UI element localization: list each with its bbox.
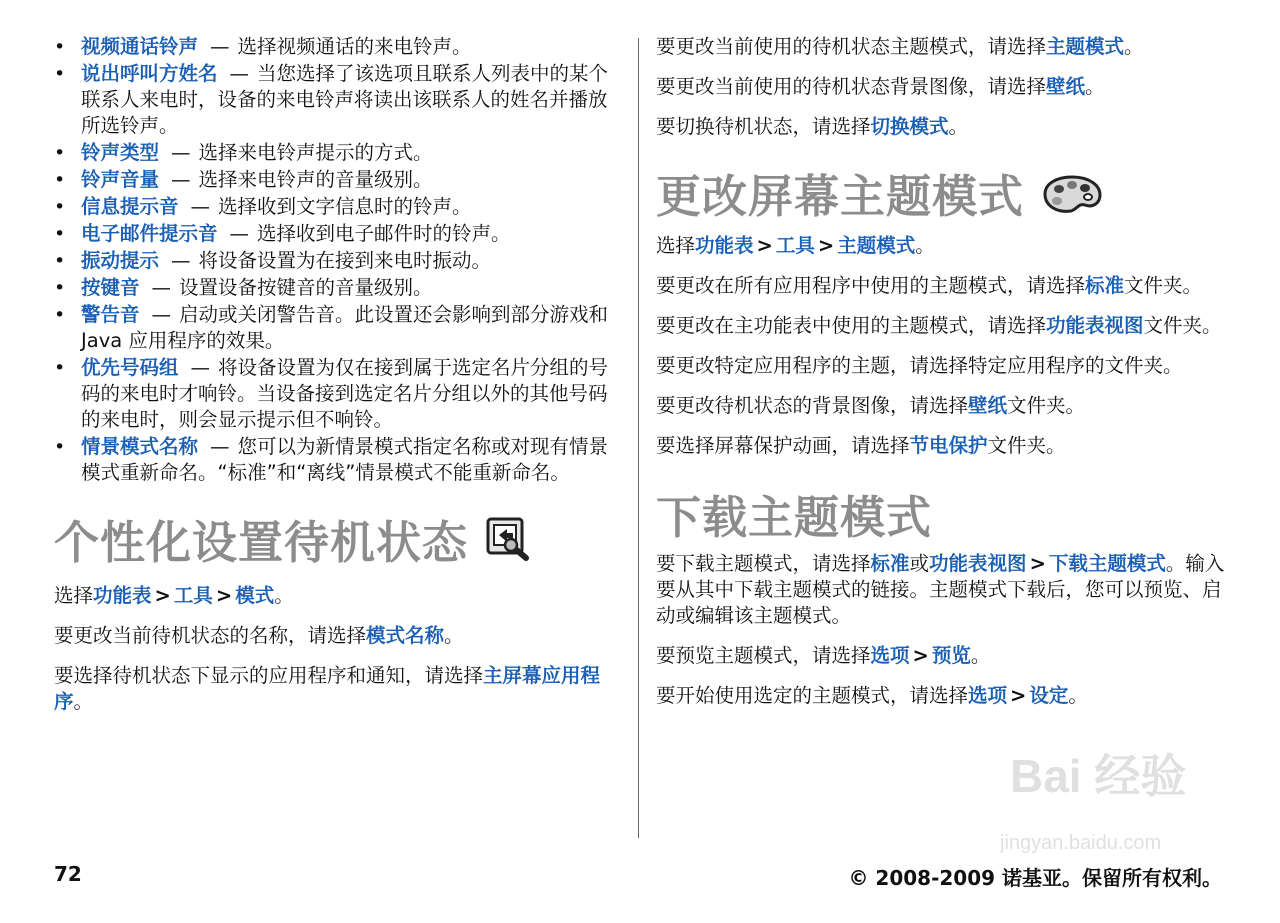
option-separator: — — [190, 195, 211, 218]
left-column — [54, 34, 624, 715]
page-number: 72 — [54, 862, 82, 886]
menu-view-link[interactable]: 功能表视图 — [1046, 314, 1144, 337]
power-saver-link[interactable]: 节电保护 — [909, 434, 988, 457]
personalize-section — [54, 514, 624, 715]
theme-link[interactable]: 主题模式 — [1046, 35, 1125, 58]
standby-settings-icon — [485, 516, 531, 576]
personalize-para-1: 要更改当前待机状态的名称，请选择模式名称。 — [54, 624, 464, 647]
option-term[interactable]: 按键音 — [81, 276, 140, 299]
option-separator: — — [229, 62, 250, 85]
mode-name-link[interactable]: 模式名称 — [366, 624, 445, 647]
mode-path-link[interactable]: 模式 — [235, 584, 275, 607]
menu-view-link[interactable]: 功能表视图 — [929, 552, 1027, 575]
themes-para-3: 要更改特定应用程序的主题，请选择特定应用程序的文件夹。 — [656, 354, 1183, 377]
option-separator: — — [171, 168, 191, 191]
options-link[interactable]: 选项 — [968, 684, 1008, 707]
option-term[interactable]: 信息提示音 — [81, 195, 179, 218]
personalize-path: 选择功能表 > 工具 > 模式。 — [54, 584, 294, 607]
option-description: 设置设备按键音的音量级别。 — [179, 276, 433, 299]
option-separator: — — [210, 35, 230, 58]
option-description: 选择来电铃声的音量级别。 — [198, 168, 433, 191]
themes-para-5: 要选择屏幕保护动画，请选择节电保护文件夹。 — [656, 434, 1066, 457]
option-separator: — — [190, 356, 211, 379]
tools-path-link[interactable]: 工具 — [173, 584, 213, 607]
baidu-watermark-logo: Bai 经验 — [1010, 750, 1187, 802]
option-term[interactable]: 电子邮件提示音 — [81, 222, 218, 245]
preview-link[interactable]: 预览 — [931, 644, 971, 667]
apply-link[interactable]: 设定 — [1029, 684, 1069, 707]
option-description: 选择视频通话的来电铃声。 — [237, 35, 472, 58]
option-description: 将设备设置为仅在接到属于选定名片分组的号码的来电时才响铃。当设备接到选定名片分组以外的其他号码的来电时，则会显示提示但不响铃。 — [81, 356, 609, 431]
themes-para-2: 要更改在主功能表中使用的主题模式，请选择功能表视图文件夹。 — [656, 314, 1222, 337]
palette-icon — [1041, 171, 1103, 229]
list-item — [54, 167, 624, 193]
ringtone-options-list — [54, 34, 624, 486]
option-description: 您可以为新情景模式指定名称或对现有情景模式重新命名。“标准”和“离线”情景模式不能重新命名。 — [81, 435, 609, 484]
standard-link[interactable]: 标准 — [1085, 274, 1125, 297]
option-separator: — — [229, 222, 250, 245]
list-item — [54, 275, 624, 301]
list-item — [54, 355, 624, 433]
option-description: 选择收到电子邮件时的铃声。 — [257, 222, 511, 245]
download-para-1: 要下载主题模式，请选择标准或功能表视图 > 下载主题模式。输入要从其中下载主题模式的链接。主题模式下载后，您可以预览、启动或编辑该主题模式。 — [656, 552, 1225, 627]
option-description: 选择来电铃声提示的方式。 — [198, 141, 433, 164]
themes-path: 选择功能表 > 工具 > 主题模式。 — [656, 234, 935, 257]
wallpaper-link[interactable]: 壁纸 — [968, 394, 1008, 417]
options-link[interactable]: 选项 — [870, 644, 910, 667]
option-description: 启动或关闭警告音。此设置还会影响到部分游戏和 Java 应用程序的效果。 — [81, 303, 609, 352]
themes-para-1: 要更改在所有应用程序中使用的主题模式，请选择标准文件夹。 — [656, 274, 1203, 297]
list-item — [54, 302, 624, 354]
list-item — [54, 194, 624, 220]
themes-para-4: 要更改待机状态的背景图像，请选择壁纸文件夹。 — [656, 394, 1086, 417]
menu-path-link[interactable]: 功能表 — [695, 234, 754, 257]
switch-mode-para: 要切换待机状态，请选择切换模式。 — [656, 115, 969, 138]
option-description: 将设备设置为在接到来电时振动。 — [198, 249, 492, 272]
switch-mode-link[interactable]: 切换模式 — [870, 115, 949, 138]
column-divider — [638, 38, 639, 838]
option-separator: — — [171, 249, 191, 272]
menu-path-link[interactable]: 功能表 — [93, 584, 152, 607]
standby-theme-para: 要更改当前使用的待机状态主题模式，请选择主题模式。 — [656, 35, 1144, 58]
download-para-3: 要开始使用选定的主题模式，请选择选项 > 设定。 — [656, 684, 1088, 707]
option-description: 选择收到文字信息时的铃声。 — [218, 195, 472, 218]
home-screen-apps-link[interactable]: 主屏幕应用程序 — [54, 664, 601, 713]
option-term[interactable]: 优先号码组 — [81, 356, 179, 379]
option-separator: — — [171, 141, 191, 164]
option-term[interactable]: 视频通话铃声 — [81, 35, 199, 58]
list-item — [54, 140, 624, 166]
copyright: © 2008-2009 诺基亚。保留所有权利。 — [848, 866, 1222, 890]
option-term[interactable]: 说出呼叫方姓名 — [81, 62, 218, 85]
baidu-watermark-url: jingyan.baidu.com — [1000, 832, 1162, 854]
list-item — [54, 221, 624, 247]
personalize-para-2: 要选择待机状态下显示的应用程序和通知，请选择主屏幕应用程序。 — [54, 664, 601, 713]
list-item — [54, 34, 624, 60]
tools-path-link[interactable]: 工具 — [775, 234, 815, 257]
option-separator: — — [210, 435, 230, 458]
option-term[interactable]: 警告音 — [81, 303, 140, 326]
list-item — [54, 248, 624, 274]
download-themes-link[interactable]: 下载主题模式 — [1048, 552, 1166, 575]
option-description: 当您选择了该选项且联系人列表中的某个联系人来电时，设备的来电铃声将读出该联系人的姓名并播放所选铃声。 — [81, 62, 609, 137]
themes-section — [656, 168, 1228, 459]
download-para-2: 要预览主题模式，请选择选项 > 预览。 — [656, 644, 991, 667]
personalize-heading: 个性化设置待机状态 — [54, 514, 624, 576]
themes-heading: 更改屏幕主题模式 — [656, 168, 1228, 229]
wallpaper-link[interactable]: 壁纸 — [1046, 75, 1086, 98]
option-separator: — — [151, 276, 172, 299]
option-term[interactable]: 铃声类型 — [81, 141, 160, 164]
standby-wallpaper-para: 要更改当前使用的待机状态背景图像，请选择壁纸。 — [656, 75, 1105, 98]
themes-path-link[interactable]: 主题模式 — [837, 234, 916, 257]
standard-link[interactable]: 标准 — [870, 552, 910, 575]
option-term[interactable]: 铃声音量 — [81, 168, 160, 191]
list-item — [54, 61, 624, 139]
option-separator: — — [151, 303, 172, 326]
option-term[interactable]: 振动提示 — [81, 249, 160, 272]
list-item — [54, 434, 624, 486]
option-term[interactable]: 情景模式名称 — [81, 435, 199, 458]
right-column — [656, 34, 1228, 709]
download-heading: 下载主题模式 — [656, 491, 933, 544]
download-section — [656, 489, 1228, 709]
